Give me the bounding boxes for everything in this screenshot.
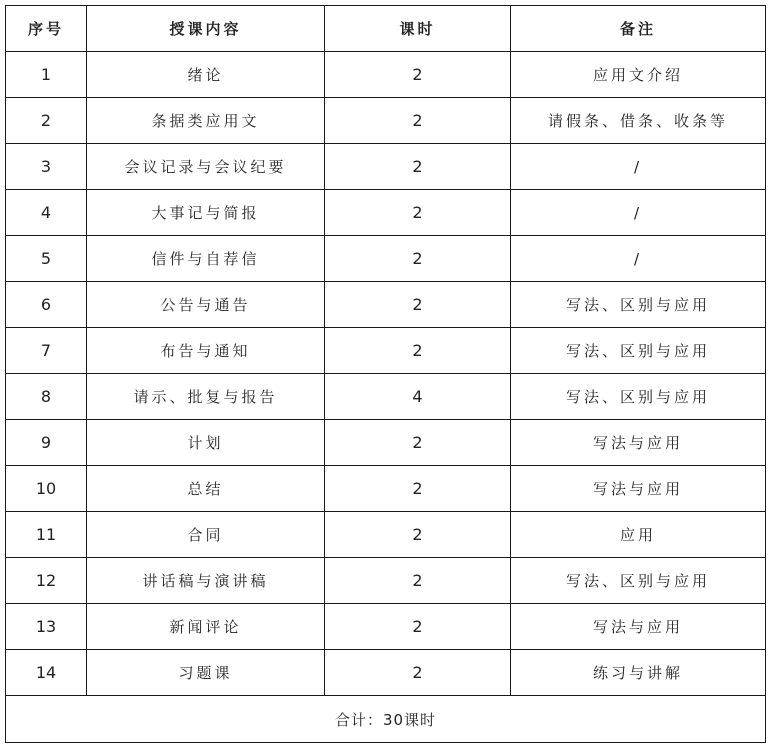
table-row bbox=[6, 328, 766, 374]
table-row bbox=[6, 144, 766, 190]
row-serial-number: 9 bbox=[6, 420, 87, 466]
table-row bbox=[6, 650, 766, 696]
row-course-content: 条据类应用文 bbox=[87, 98, 325, 144]
table-row bbox=[6, 98, 766, 144]
table-header-row bbox=[6, 6, 766, 52]
row-class-hours: 2 bbox=[325, 328, 511, 374]
total-hours: 合计：30课时 bbox=[6, 696, 766, 743]
row-serial-number: 6 bbox=[6, 282, 87, 328]
table-row bbox=[6, 374, 766, 420]
row-class-hours: 2 bbox=[325, 98, 511, 144]
row-course-content: 总结 bbox=[87, 466, 325, 512]
table-row bbox=[6, 190, 766, 236]
row-serial-number: 11 bbox=[6, 512, 87, 558]
row-remarks: 练习与讲解 bbox=[511, 650, 766, 696]
table-row bbox=[6, 236, 766, 282]
row-class-hours: 2 bbox=[325, 282, 511, 328]
row-remarks: 应用 bbox=[511, 512, 766, 558]
row-course-content: 请示、批复与报告 bbox=[87, 374, 325, 420]
table-row bbox=[6, 604, 766, 650]
row-remarks: 写法与应用 bbox=[511, 420, 766, 466]
course-schedule-table bbox=[5, 5, 766, 743]
row-serial-number: 4 bbox=[6, 190, 87, 236]
row-remarks: / bbox=[511, 236, 766, 282]
row-remarks: / bbox=[511, 190, 766, 236]
row-class-hours: 2 bbox=[325, 52, 511, 98]
row-remarks: 写法与应用 bbox=[511, 466, 766, 512]
row-remarks: 写法、区别与应用 bbox=[511, 282, 766, 328]
header-serial-number: 序号 bbox=[6, 6, 87, 52]
row-serial-number: 1 bbox=[6, 52, 87, 98]
row-remarks: 写法与应用 bbox=[511, 604, 766, 650]
row-course-content: 习题课 bbox=[87, 650, 325, 696]
row-remarks: 写法、区别与应用 bbox=[511, 374, 766, 420]
row-class-hours: 4 bbox=[325, 374, 511, 420]
row-class-hours: 2 bbox=[325, 236, 511, 282]
row-serial-number: 3 bbox=[6, 144, 87, 190]
row-course-content: 大事记与简报 bbox=[87, 190, 325, 236]
header-remarks: 备注 bbox=[511, 6, 766, 52]
row-class-hours: 2 bbox=[325, 420, 511, 466]
row-remarks: 写法、区别与应用 bbox=[511, 558, 766, 604]
header-class-hours: 课时 bbox=[325, 6, 511, 52]
row-class-hours: 2 bbox=[325, 144, 511, 190]
table-row bbox=[6, 282, 766, 328]
row-course-content: 绪论 bbox=[87, 52, 325, 98]
row-remarks: 应用文介绍 bbox=[511, 52, 766, 98]
row-course-content: 讲话稿与演讲稿 bbox=[87, 558, 325, 604]
row-serial-number: 7 bbox=[6, 328, 87, 374]
row-course-content: 计划 bbox=[87, 420, 325, 466]
row-serial-number: 2 bbox=[6, 98, 87, 144]
row-course-content: 会议记录与会议纪要 bbox=[87, 144, 325, 190]
row-remarks: 写法、区别与应用 bbox=[511, 328, 766, 374]
table-row bbox=[6, 466, 766, 512]
row-class-hours: 2 bbox=[325, 650, 511, 696]
header-course-content: 授课内容 bbox=[87, 6, 325, 52]
row-class-hours: 2 bbox=[325, 466, 511, 512]
row-class-hours: 2 bbox=[325, 512, 511, 558]
row-course-content: 布告与通知 bbox=[87, 328, 325, 374]
table-row bbox=[6, 512, 766, 558]
table-total-row bbox=[6, 696, 766, 743]
row-serial-number: 14 bbox=[6, 650, 87, 696]
row-remarks: / bbox=[511, 144, 766, 190]
row-serial-number: 10 bbox=[6, 466, 87, 512]
table-row bbox=[6, 420, 766, 466]
row-course-content: 公告与通告 bbox=[87, 282, 325, 328]
row-course-content: 新闻评论 bbox=[87, 604, 325, 650]
row-class-hours: 2 bbox=[325, 604, 511, 650]
table-row bbox=[6, 52, 766, 98]
row-serial-number: 12 bbox=[6, 558, 87, 604]
row-class-hours: 2 bbox=[325, 558, 511, 604]
row-serial-number: 8 bbox=[6, 374, 87, 420]
row-course-content: 信件与自荐信 bbox=[87, 236, 325, 282]
row-class-hours: 2 bbox=[325, 190, 511, 236]
row-serial-number: 13 bbox=[6, 604, 87, 650]
row-serial-number: 5 bbox=[6, 236, 87, 282]
row-remarks: 请假条、借条、收条等 bbox=[511, 98, 766, 144]
row-course-content: 合同 bbox=[87, 512, 325, 558]
table-row bbox=[6, 558, 766, 604]
